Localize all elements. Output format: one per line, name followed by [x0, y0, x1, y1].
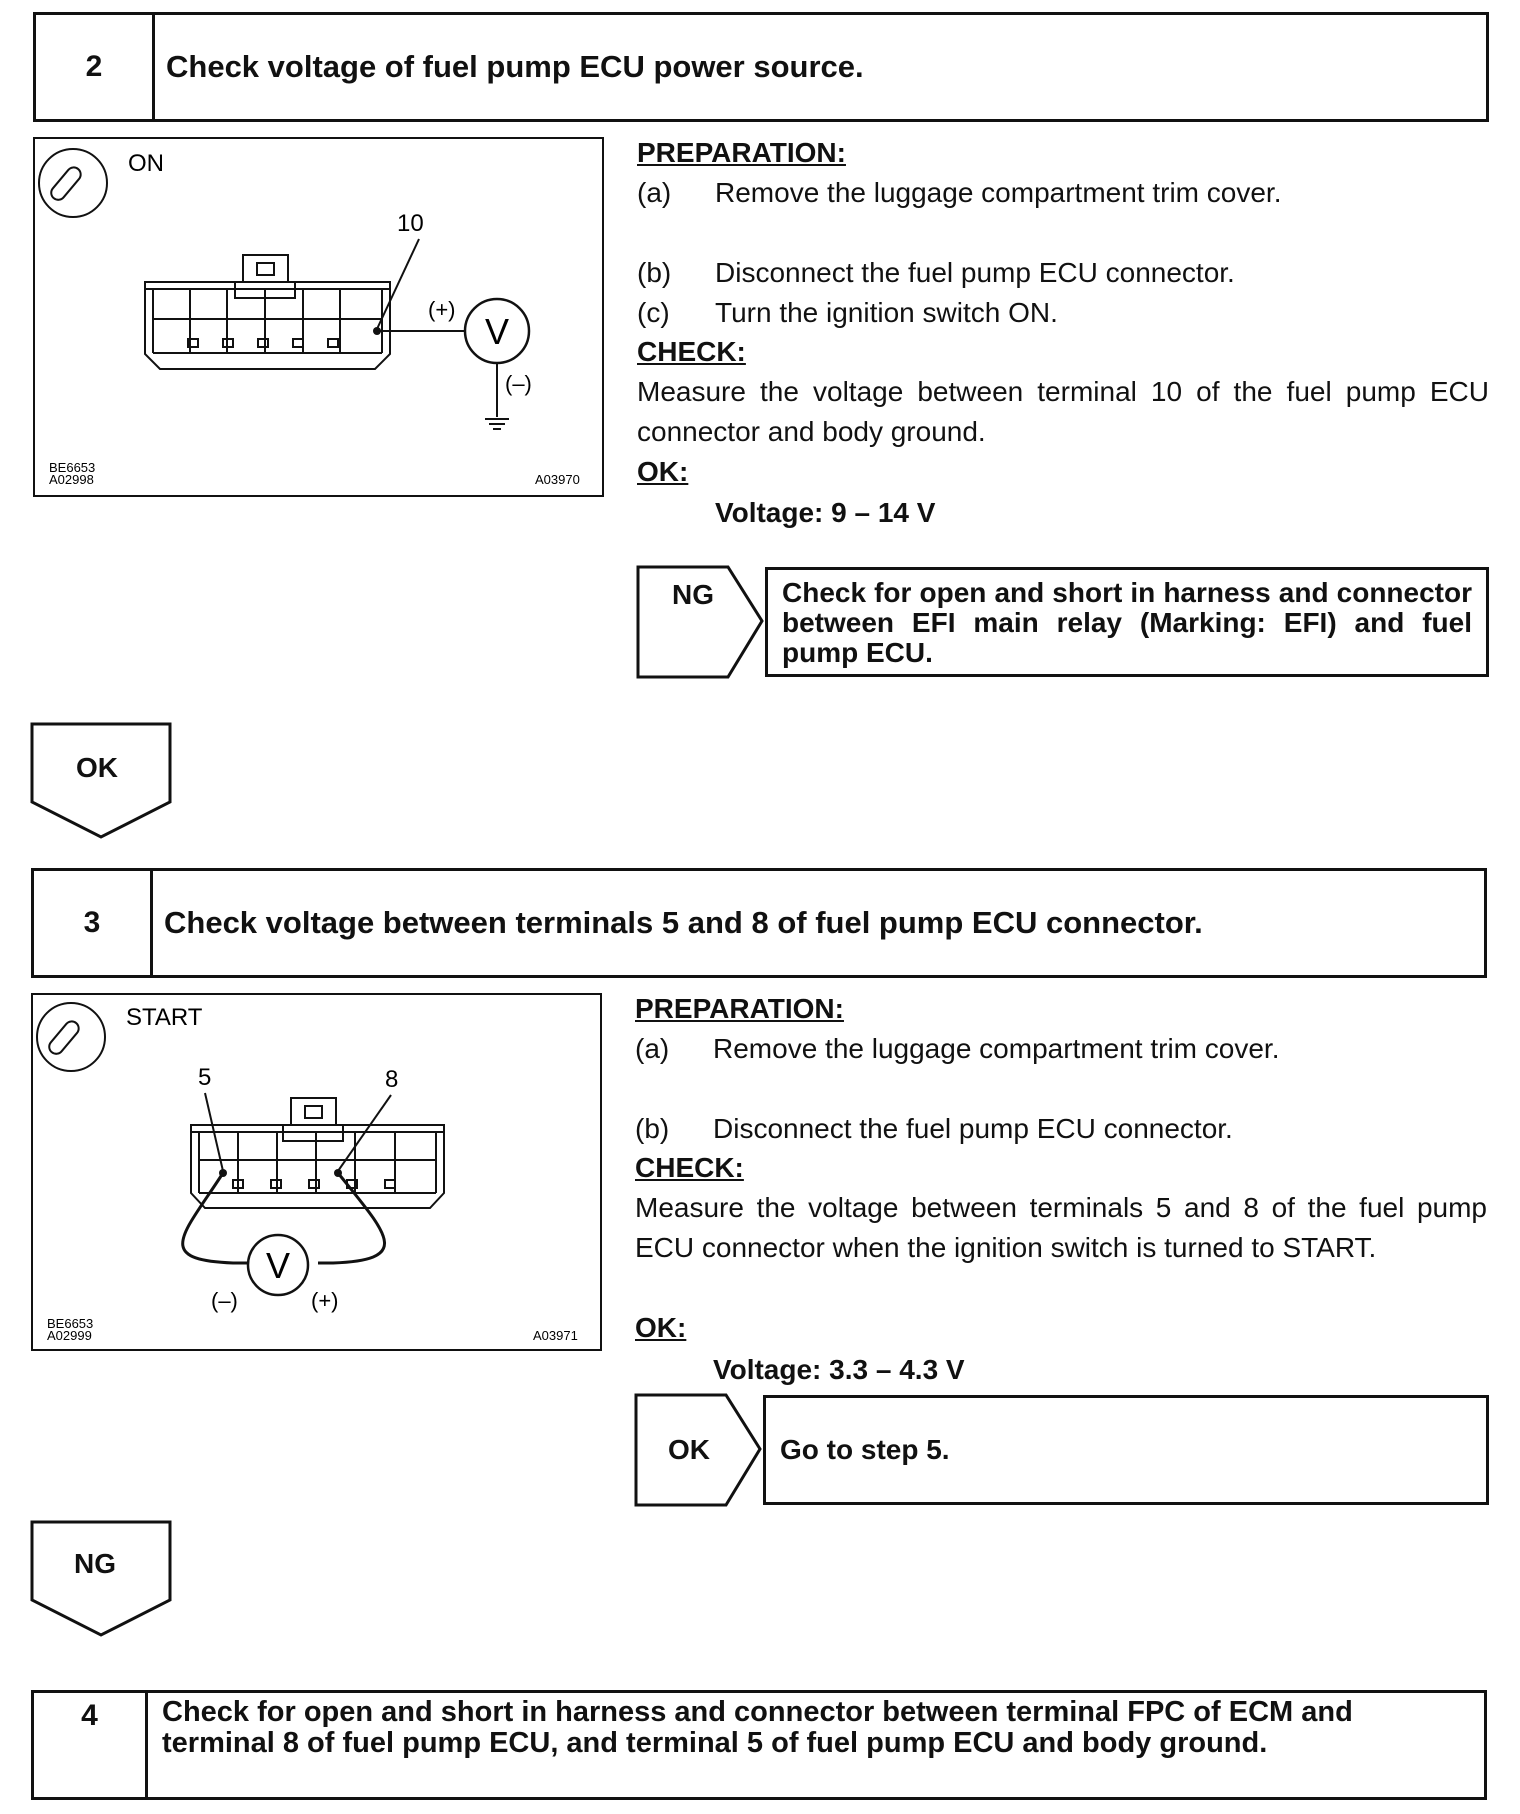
step-3-prep-a-letter: (a) — [635, 1033, 670, 1064]
switch-label: ON — [128, 150, 164, 177]
figure-code-left-2: A02998 — [49, 472, 94, 487]
ground-icon — [485, 419, 509, 429]
step-3-prep-a-text: Remove the luggage compartment trim cover. — [713, 1033, 1280, 1064]
step-3-check-text: Measure the voltage between terminals 5 and 8 of the fuel pump ECU connector when the ignition switch is turned to START. — [635, 1192, 1487, 1263]
terminal-label: 10 — [397, 210, 424, 237]
step-3-ok-result — [763, 1395, 1489, 1505]
step-2-number: 2 — [36, 15, 155, 119]
meter-label: V — [484, 311, 510, 352]
step-2-preparation-heading: PREPARATION: — [637, 137, 846, 168]
step-2-prep-b-letter: (b) — [637, 257, 672, 288]
step-2-prep-b-text: Disconnect the fuel pump ECU connector. — [715, 257, 1235, 288]
figure-code-right: A03971 — [533, 1328, 578, 1343]
figure-code-left-1: BE6653 — [49, 460, 96, 475]
step-2-ng-label: NG — [672, 579, 714, 610]
minus-label: (–) — [211, 1288, 238, 1313]
figure-code-right: A03970 — [535, 472, 580, 487]
step-2-ok-value: Voltage: 9 – 14 V — [715, 497, 936, 528]
step-4-number: 4 — [34, 1693, 148, 1797]
step-4-header — [31, 1690, 1487, 1800]
step-3-ok-value: Voltage: 3.3 – 4.3 V — [713, 1354, 965, 1385]
step-2-check-heading: CHECK: — [637, 336, 746, 367]
ecu-connector — [145, 255, 390, 369]
step-3-prep-b-text: Disconnect the fuel pump ECU connector. — [713, 1113, 1233, 1144]
switch-label: START — [126, 1004, 203, 1031]
flow-ok-label: OK — [76, 752, 118, 783]
plus-label: (+) — [311, 1288, 339, 1313]
step-2-prep-a-letter: (a) — [637, 177, 672, 208]
step-2-title: Check voltage of fuel pump ECU power source. — [166, 49, 864, 84]
step-3-prep-b-letter: (b) — [635, 1113, 670, 1144]
step-3-ok-label: OK — [668, 1434, 710, 1465]
ecu-connector — [191, 1098, 444, 1208]
step-3-title: Check voltage between terminals 5 and 8 of fuel pump ECU connector. — [164, 905, 1203, 940]
step-3-preparation-heading: PREPARATION: — [635, 993, 844, 1024]
step-3-number: 3 — [34, 871, 153, 975]
terminal-a-label: 5 — [198, 1064, 212, 1091]
step-3-figure — [31, 993, 602, 1351]
minus-label: (–) — [505, 371, 532, 396]
step-2-connector-diagram — [35, 139, 602, 495]
step-2-prep-a-text: Remove the luggage compartment trim cover. — [715, 177, 1282, 208]
step-3-ok-result-text: Go to step 5. — [780, 1434, 950, 1465]
step-2-ok-heading: OK: — [637, 456, 689, 487]
flow-ng-label: NG — [74, 1548, 116, 1579]
ignition-key-icon — [39, 149, 107, 217]
step-2-header — [33, 12, 1489, 122]
step-2-prep-c-text: Turn the ignition switch ON. — [715, 297, 1058, 328]
figure-code-left-1: BE6653 — [47, 1316, 94, 1331]
step-2-figure — [33, 137, 604, 497]
step-3-check-heading: CHECK: — [635, 1152, 744, 1183]
step-4-title: Check for open and short in harness and connector between terminal FPC of ECM and terminal 8 of fuel pump ECU, and terminal 5 of fuel pump ECU and body ground. — [162, 1696, 1353, 1759]
step-3-connector-diagram — [33, 995, 600, 1349]
plus-label: (+) — [428, 297, 456, 322]
step-2-prep-c-letter: (c) — [637, 297, 670, 328]
step-2-ng-result-text: Check for open and short in harness and connector between EFI main relay (Marking: EFI) and fuel pump ECU. — [782, 577, 1472, 668]
step-3-ok-heading: OK: — [635, 1312, 687, 1343]
ignition-key-icon — [37, 1003, 105, 1071]
meter-label: V — [265, 1245, 291, 1286]
step-2-check-text: Measure the voltage between terminal 10 of the fuel pump ECU connector and body ground. — [637, 376, 1489, 447]
step-2-ng-result — [765, 567, 1489, 677]
figure-code-left-2: A02999 — [47, 1328, 92, 1343]
step-3-header — [31, 868, 1487, 978]
terminal-b-label: 8 — [385, 1066, 399, 1093]
